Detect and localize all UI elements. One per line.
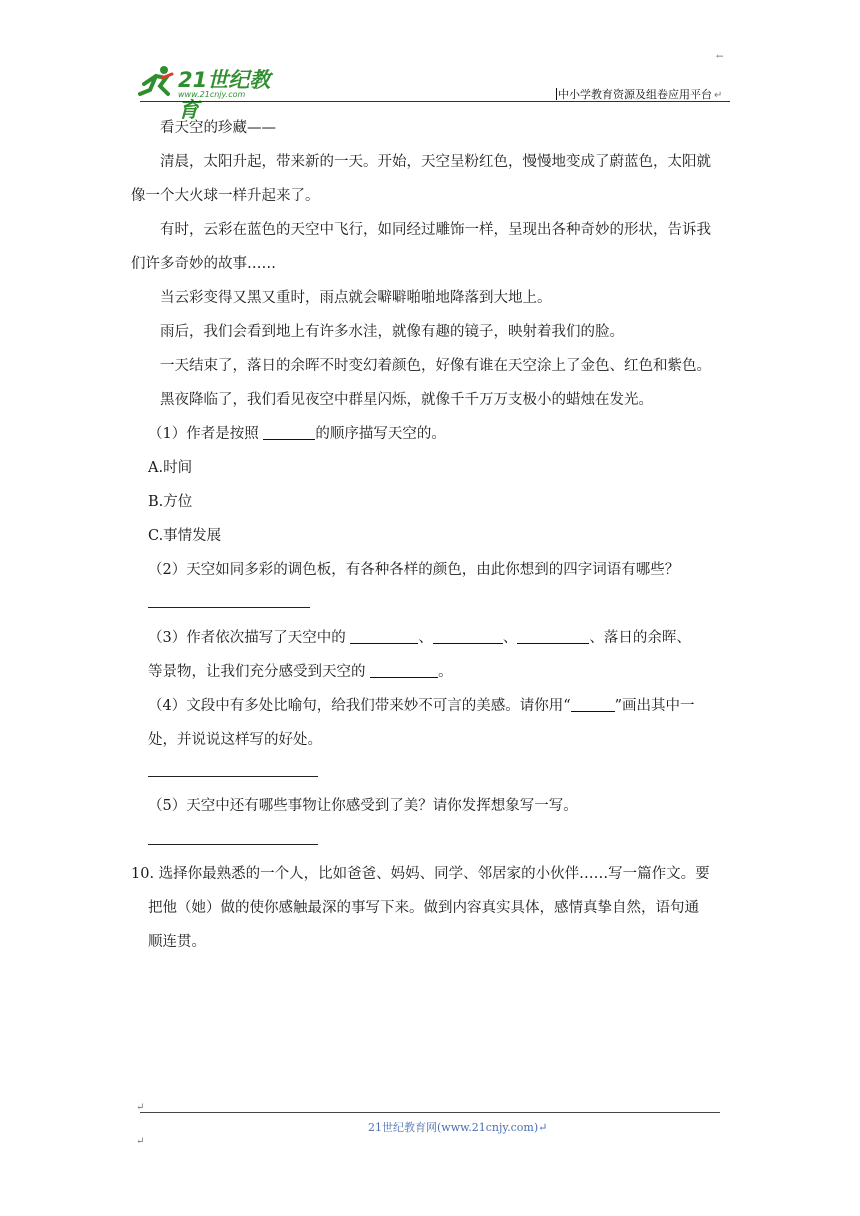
- q1-blank[interactable]: [263, 425, 315, 440]
- q3-blank-2[interactable]: [433, 629, 503, 644]
- passage-p2a: 有时，云彩在蓝色的天空中飞行，如同经过雕饰一样，呈现出各种奇妙的形状，告诉我: [160, 222, 711, 238]
- question-4-line1: （4）文段中有多处比喻句，给我们带来妙不可言的美感。请你用“ ”画出其中一: [148, 698, 695, 714]
- passage-p6: 黑夜降临了，我们看见夜空中群星闪烁，就像千千万万支极小的蜡烛在发光。: [160, 392, 653, 408]
- question-1: （1）作者是按照 的顺序描写天空的。: [148, 426, 446, 442]
- q5-answer-line[interactable]: [148, 844, 318, 845]
- q2-answer-line[interactable]: [148, 607, 310, 608]
- logo-text: 21世纪教育: [178, 68, 271, 122]
- footer-divider: [140, 1112, 720, 1113]
- q1-option-c[interactable]: C.事情发展: [148, 528, 222, 544]
- question-3-line1: （3）作者依次描写了天空中的 、 、 、落日的余晖、: [148, 630, 691, 646]
- question-10-line3: 顺连贯。: [148, 934, 206, 950]
- question-4-line2: 处，并说说这样写的好处。: [148, 732, 322, 748]
- q3-blank-4[interactable]: [370, 663, 438, 678]
- logo-url: www.21cnjy.com: [178, 90, 246, 99]
- q1-option-a[interactable]: A.时间: [148, 460, 193, 476]
- question-10-line1: 10. 选择你最熟悉的一个人，比如爸爸、妈妈、同学、邻居家的小伙伴……写一篇作文。要: [131, 866, 710, 882]
- footer-return-mark-1: ↵: [136, 1102, 145, 1113]
- q4-answer-line[interactable]: [148, 776, 318, 777]
- question-2: （2）天空如同多彩的调色板，有各种各样的颜色，由此你想到的四字词语有哪些？: [148, 562, 680, 578]
- passage-p1a: 清晨，太阳升起，带来新的一天。开始，天空呈粉红色，慢慢地变成了蔚蓝色，太阳就: [160, 154, 711, 170]
- q3-blank-3[interactable]: [517, 629, 589, 644]
- question-10-line2: 把他（她）做的使你感触最深的事写下来。做到内容真实具体，感情真挚自然，语句通: [148, 900, 699, 916]
- passage-p1b: 像一个大火球一样升起来了。: [131, 188, 320, 204]
- footer-return-mark-2: ↵: [136, 1136, 145, 1147]
- question-3-line2: 等景物，让我们充分感受到天空的 。: [148, 664, 453, 680]
- platform-name: 中小学教育资源及组卷应用平台 ↵: [558, 88, 723, 101]
- q4-blank[interactable]: [571, 697, 615, 712]
- header-divider: [140, 101, 730, 102]
- passage-title: 看天空的珍藏——: [160, 120, 276, 136]
- passage-p3: 当云彩变得又黑又重时，雨点就会噼噼啪啪地降落到大地上。: [160, 290, 552, 306]
- passage-p2b: 们许多奇妙的故事……: [131, 256, 276, 272]
- runner-icon: [138, 64, 178, 100]
- passage-p5: 一天结束了，落日的余晖不时变幻着颜色，好像有谁在天空涂上了金色、红色和紫色。: [160, 358, 711, 374]
- question-5: （5）天空中还有哪些事物让你感受到了美？请你发挥想象写一写。: [148, 798, 578, 814]
- footer-site: 21世纪教育网(www.21cnjy.com)↵: [368, 1121, 548, 1134]
- q3-blank-1[interactable]: [350, 629, 418, 644]
- passage-p4: 雨后，我们会看到地上有许多水洼，就像有趣的镜子，映射着我们的脸。: [160, 324, 624, 340]
- top-return-mark: ←: [716, 52, 724, 62]
- q1-option-b[interactable]: B.方位: [148, 494, 193, 510]
- logo: [138, 64, 288, 122]
